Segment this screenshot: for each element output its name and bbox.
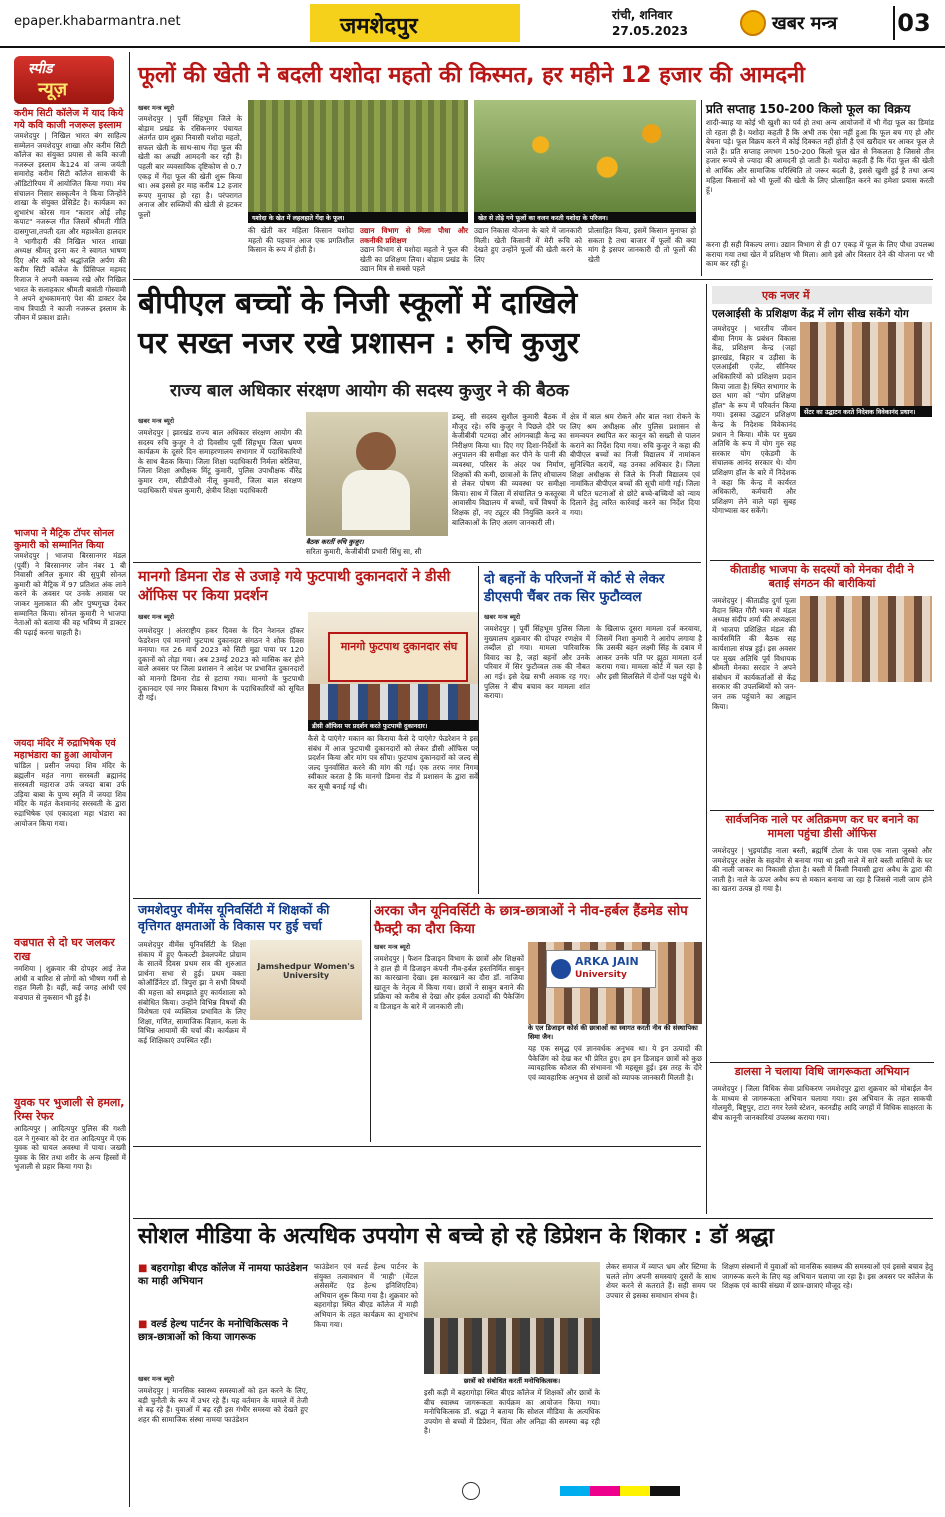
arka-headline: अरका जैन यूनिवर्सिटी के छात्र-छात्राओं ने नीव-हर्बल हैंडमेड सोप फैक्ट्री का दौरा किया	[374, 903, 688, 937]
lead-side-body: शादी-ब्याह या कोई भी खुशी का पर्व हो तथा अन्य आयोजनों में भी गेंदा फूल का डिमांड तो रहता ही है। यशोदा कहती हैं कि अभी तक ऐसा नहीं हुआ कि फूल बच गए हो और बेचना पड़े। फूल विक्रय करने में कोई दिक्कत नहीं होती है एवं खरीदार घर आकर फूल ले जाते हैं। प्रति सप्ताह लगभग 150-200 किलो फूल खेत से निकलता है जिससे तीन हजार रूपये से ज्यादा की आमदनी हो जाती है। यशोदा कहती हैं कि गेंदा फूल की खेती से आर्थिक और सामाजिक परिस्थिति तो जरूर बदली है, इससे खुशी हुई है तथा अन्य महिला किसानों को भी फूलों की खेती के लिए प्रोत्साहित करने का हमेशा प्रयास करती हूं।	[706, 118, 934, 195]
drain-encroachment-body: जमशेदपुर | भुइयांडीह नाला बस्ती, ब्रह्मर्षि टोला के पास एक नाला जुस्को और जमशेदपुर अक्षेस के सहयोग से बनाया गया था इसी नाले में सारे बस्ती वासियों के घर की नाली जाकर का निकासी होता है। बस्ती में किसी निवासी द्वारा अवैध के द्वारा की जाती है। नाले के ऊपर अवैध रूप से मकान बनाया जा रहा है जिससे नाली जाम होने का खतरा उत्पन्न हो गया है।	[712, 846, 932, 894]
jwu-headline: जमशेदपुर वीमेंस यूनिवर्सिटी में शिक्षकों की वृत्तिगत क्षमताओं के विकास पर हुई चर्चा	[138, 902, 330, 933]
speed-news-logo-bottom: न्यूज़	[38, 79, 68, 100]
lead-col2: की खेती कर महिला किसान यशोदा महतो की पहचान आज एक प्रगतिशील किसान के रूप में होती है।	[248, 226, 354, 255]
speed-news-logo-top: स्पीड	[28, 61, 53, 77]
masthead	[0, 0, 945, 48]
ruchi-headline-line1: बीपीएल बच्चों के निजी स्कूलों में दाखिले	[138, 286, 578, 321]
depression-bullet-2	[138, 1318, 308, 1344]
arka-byline: खबर मन्त्र ब्यूरो	[374, 943, 411, 951]
speed-news-item	[14, 936, 126, 1084]
meeting-photo	[306, 412, 448, 536]
arka-caption: के एल डिजाइन कोर्स की छात्राओं का स्वागत करती नीव की संस्थापिका सिमा जैन।	[528, 1024, 698, 1041]
arka-banner-title: ARKA JAIN	[575, 955, 639, 968]
depression-bullet-1	[138, 1262, 308, 1288]
speed-news-logo	[14, 56, 114, 104]
jwu-banner-text: Jamshedpur Women's University	[257, 962, 355, 980]
issue-date: 27.05.2023	[612, 24, 688, 38]
person-figure-icon	[356, 432, 396, 472]
depression-headline: सोशल मीडिया के अत्यधिक उपयोग से बच्चे हो रहे डिप्रेशन के शिकार : डॉ श्रद्धा	[138, 1224, 774, 1249]
speed-news-headline: भाजपा ने मैट्रिक टॉपर सोनल कुमारी को सम्मानित किया	[14, 528, 114, 551]
lead-photo2-caption: खेत से तोड़े गये फूलों का वजन करती यशोदा के परिजन।	[474, 212, 696, 223]
ruchi-col1: जमशेदपुर | झारखंड राज्य बाल अधिकार संरक्षण आयोग की सदस्य रुचि कुजुर ने दो दिवसीय पूर्वी सिंहभूम जिला भ्रमण कार्यक्रम के दूसरे दिन समाहरणालय सभागार में पदाधिकारियों के साथ बैठक किया। जिला शिक्षा पदाधिकारी निर्मला बरेलिया, जिला शिक्षा अधीक्षक मिंटू कुमारी, पुलिस उपाधीक्षक वीरेंद्र कुमार राम, सीडीपीओ नीलू कुमारी, जिला बाल संरक्षण पदाधिकारी चंचल कुमारी, क्षेत्रीय शिक्षा पदाधिकारी	[138, 428, 302, 495]
depression-col3: इसी कड़ी में बहरागोड़ा स्थित बीएड कॉलेज में शिक्षकों और छात्रों के बीच स्वास्थ्य जागरूकता कार्यक्रम का आयोजन किया गया। मनोचिकित्सक डॉ. श्रद्धा ने बताया कि सोशल मीडिया के अत्यधिक उपयोग से बच्चों में डिप्रेशन, चिंता और अनिद्रा की समस्या बढ़ रही है।	[424, 1388, 600, 1436]
ruchi-headline-line2: पर सख्त नजर रखे प्रशासन : रुचि कुजुर	[138, 326, 580, 361]
lic-yoga-headline: एलआईसी के प्रशिक्षण केंद्र में लोग सीख सकेंगे योग	[712, 308, 909, 320]
dalsa-body: जमशेदपुर | जिला विधिक सेवा प्राधिकरण जमशेदपुर द्वारा शुक्रवार को मोबाईल वैन के माध्यम से जागरूकता अभियान चलाया गया। इस अभियान के तहत साकची गोलमुरी, बिष्टुपुर, टाटा नगर रेलवे स्टेशन, करनडीह आदि जगहों में विधिक साक्षरता के बीच कानूनी जानकारियां उपलब्ध कराया गया।	[712, 1084, 932, 1122]
protest-caption: डीसी ऑफिस पर प्रदर्शन करते फुटपाथी दुकानदार।	[308, 720, 478, 731]
mango-byline: खबर मन्त्र ब्यूरो	[138, 613, 175, 621]
mango-headline: मानगो डिमना रोड से उजाड़े गये फुटपाथी दुकानदारों ने डीसी ऑफिस पर किया प्रदर्शन	[138, 569, 451, 604]
place-day: रांची, शनिवार	[612, 8, 673, 22]
lic-yoga-body-continued	[712, 418, 932, 560]
protesters-row	[308, 684, 478, 720]
speed-news-body: जमशेदपुर | निखिल भारत बंग साहित्य सम्मेलन जमशेदपुर शाखा और करीम सिटी कॉलेज का संयुक्त प्रयास से कवि काजी नजरूल इस्लाम के124 वां जन्म जयंती समारोह करीम सिटी कॉलेज साकची के ऑडिटोरियम में आयोजित किया गया। मंच संचालन निसार सस्कृत्यैन ने किया जिन्होंने शाखा के संयुक्त प्रेसिडेंट है। कार्यक्रम का शुभारंभ कोरस गान "कारार ओई लौह कपाट" नजरूल गीत जिसमें श्रीमती गीति दासगुप्ता,तपती दता और महाश्वेता हालदार ने भागीदारी की निखिल भारत शाखा अध्यक्ष श्रीमत् इरना कर ने स्वागत भाषण दिए और कवि को श्रद्धांजलि अर्पण की करीम सिटी कॉलेज के प्रिंसिपल महमद रिजाज ने अपनी वक्तव्य रखे और निखिल भारत के सलाहकार श्रीमती बासंती गोस्वामी ने अपने शुभकामनाएं पेश की डाक्टर देब नाथ त्रिपाठी ने काजी नजरूल इस्लाम के जीवन में प्रकाश डाले।	[14, 131, 126, 323]
sisters-col1: जमशेदपुर | पूर्वी सिंहभूम पुलिस जिला मुख्यालय शुक्रवार की दोपहर रणक्षेत्र में तब्दील हो गया। मामला पारिवारिक विवाद का है, जहां बहनों और उनके परिवार में सिर फुटौव्वल तक की नौबत आ गई। इसे देख सभी अवाक रह गए। पुलिस ने बीच बचाव कर मामला शांत कराया।	[484, 624, 590, 701]
divider	[133, 1218, 933, 1219]
protest-photo	[308, 612, 478, 720]
ruchi-col3: डब्लू. सी सदस्य सुशील कुमारी बैठक में मौजूद रहे। रुचि कुजुर ने पिछले दौरे पर केजीबीवी पटमदा और आंगनबाड़ी केन्द्र का निरीक्षण किया था। दिए गए दिशा-निर्देशों के अनुपालन की समीक्षा कर पीने के पानी की व्यवस्था, परिसर के अंदर पथ निर्माण, शिक्षकों की कमी, छात्राओं के लिए शौचालय से लेकर पोषण की व्यवस्था पर समीक्षा किया। साथ में जिला में संचालित 9 कस्तूरबा आवासीय विद्यालय में बच्चों, चर्चे विषयों के शिक्षक हों, नए ट्यूटर की नियुक्ति करने व बालिकाओं के लिए अलग जानकारी ली।	[452, 412, 566, 527]
lead-photo-caption: यशोदा के खेत में लहलहाते गेंदा के फूल।	[248, 212, 468, 223]
sisters-headline: दो बहनों के परिजनों में कोर्ट से लेकर डीएसपी चैंबर तक सिर फुटौव्वल	[484, 571, 665, 605]
protest-banner	[328, 632, 468, 682]
site-url[interactable]: epaper.khabarmantra.net	[14, 14, 181, 29]
protest-banner-text: मानगो फुटपाथ दुकानदार संघ	[340, 640, 458, 653]
bjp-menka-headline: कीताडीह भाजपा के सदस्यों को मेनका दीदी ने बताई संगठन की बारीकियां	[730, 563, 914, 590]
lic-yoga-photo	[800, 322, 932, 406]
mango-col2: कैसे दे पाएंगे? मकान का किराया कैसे दे पाएंगे? फेडरेशन ने इस संबंध में आज फुटपाथी दुकानदारों को लेकर डीसी ऑफिस पर प्रदर्शन किया और मांग पत्र सौंपा। फुटपाथ दुकानदारों को जल्द से जल्द पुनर्वासित करने की मांग की गई। एक तरफ नगर निगम स्वीकार करता है कि मानगो डिमना रोड में प्रशासन के द्वारा सर्वे कर सूची बनाई गई थी।	[308, 734, 478, 791]
ruchi-caption: बैठक करतीं रुचि कुजुर।	[306, 538, 364, 546]
color-strip-icon	[560, 1486, 680, 1496]
arka-banner	[546, 950, 656, 988]
speed-news-headline: वज्रपात से दो घर जलकर राख	[14, 936, 115, 963]
arka-body: जमशेदपुर | फैशन डिजाइन विभाग के छात्रों और शिक्षकों ने हाल ही में डिजाइन कंपनी नीव-हर्बल हस्तनिर्मित साबुन का कारखाना देखा। इस कारखाने का दौरा डॉ. नाजिया खातून के नेतृत्व में किया गया। छात्रों ने साबुन बनाने की प्रक्रिया को करीब से देखा और हर्बल उत्पादों की पैकेजिंग व डिजाइन के बारे में जानकारी ली।	[374, 954, 524, 1011]
jwu-body-continued	[138, 1026, 366, 1142]
person-body-icon	[342, 470, 410, 530]
depression-col4: लेकर समाज में व्याप्त भ्रम और स्टिग्मा के चलते लोग अपनी समस्याएं दूसरों के साथ शेयर करने से कतराते हैं। सही समय पर उपचार से इसका समाधान संभव है।	[606, 1262, 716, 1300]
lead-col2-head: उद्यान विभाग से मिला पौधा और तकनीकी प्रशिक्षण	[360, 226, 468, 245]
jwu-photo	[250, 940, 362, 1020]
brand-logo-icon	[740, 10, 766, 36]
divider	[710, 810, 934, 811]
ruchi-subhead: राज्य बाल अधिकार संरक्षण आयोग की सदस्य कुजुर ने की बैठक	[170, 381, 569, 401]
drain-encroachment-headline: सार्वजनिक नाले पर अतिक्रमण कर घर बनाने का मामला पहुंचा डीसी ऑफिस	[725, 813, 919, 840]
divider	[133, 1146, 701, 1147]
city-name: जमशेदपुर	[340, 14, 418, 39]
brand-name: खबर मन्त्र	[772, 13, 838, 34]
weighing-flowers-photo	[474, 100, 696, 212]
speed-news-item	[14, 738, 126, 921]
bjp-menka-body-continued	[712, 714, 932, 804]
depression-col2: फाउंडेशन एवं वर्ल्ड हेल्थ पार्टनर के संयुक्त तत्वावधान में 'माही' (मेंटल असेसमेंट एंड हेल्थ इनिशिएटिव) अभियान शुरू किया गया है। शुक्रवार को बहरागोड़ा स्थित बीएड कॉलेज में माही अभियान के तहत कार्यक्रम का शुभारंभ किया गया।	[314, 1262, 418, 1329]
mango-col1: जमशेदपुर | अंतराष्ट्रीय हकर दिवस के दिन नेशनल हॉकर फेडरेशन एवं मानगो फुटपाथ दुकानदार संगठन ने शोक दिवस मनाया। गत 26 मार्च 2023 को सिटी मुद्रा पाया पर 120 दुकानों को तोड़ा गया। अब 23मई 2023 को मासिक कर होने वाले अवसर पर जिला प्रशासन ने आदेश पर प्रभावित दुकानदारों को मानगो डिमना रोड से हटाया गया। मानगो के फुटपाथी दुकानदार एवं नगर विकास विभाग के पदाधिकारियों को सूचित दी गई।	[138, 626, 304, 703]
ek-nazar-tag	[712, 286, 932, 304]
sisters-col2: के खिलाफ दूसरा मामला दर्ज करवाया, जिसमें निशा कुमारी ने आरोप लगाया है कि उसकी बहन लक्ष्मी सिंह के दबाव में आकर उनके पति पर झूठा मामला दर्ज कराया गया। मामला कोर्ट में चल रहा है और इसी सिलसिले में दोनों पक्ष पहुंचे थे।	[596, 624, 702, 681]
bjp-meeting-photo	[800, 596, 932, 682]
arka-photo	[528, 942, 702, 1024]
seminar-photo	[424, 1262, 600, 1374]
lead-headline: फूलों की खेती ने बदली यशोदा महतो की किस्मत, हर महीने 12 हजार की आमदनी	[138, 63, 805, 88]
divider	[701, 100, 702, 276]
lead-col4: प्रोत्साहित किया, इसमें किसान मुनाफा हो सकता है तथा बाजार में फूलों की क्या मांग है इसपर जानकारी दी तो फूलों की खेती	[588, 226, 696, 264]
divider	[133, 898, 701, 899]
page-number: 03	[893, 6, 933, 40]
arka-col2: यह एक समृद्ध एवं ज्ञानवर्धक अनुभव था। ये इन उत्पादों की पैकेजिंग को देख कर भी प्रेरित हुए। हम इन डिजाइन छात्रों को कुछ व्यावहारिक कौशल की संभावना भी महसूस हुई। इस तरह के दौरे एवं व्यावहारिक अनुभव से छात्रों को व्यापक जानकारी मिलती है।	[528, 1044, 702, 1082]
ruchi-byline: खबर मन्त्र ब्यूरो	[138, 417, 175, 425]
marigold-field-photo	[248, 100, 468, 212]
divider	[129, 52, 130, 1507]
divider	[706, 284, 707, 1214]
arka-banner-sub: University	[575, 970, 627, 980]
arka-logo-icon	[551, 959, 571, 979]
lead-col3: उद्यान निकास योजना के बारे में जानकारी मिली। खेती किसानी में मेरी रूचि को देखते हुए उन्होंने फूलों की खेती करने के लिए	[474, 226, 582, 264]
depression-bullet-2-text: ■ वर्ल्ड हेल्थ पार्टनर के मनोचिकित्सक ने छात्र-छात्राओं को किया जागरूक	[138, 1318, 308, 1344]
depression-col5: शिक्षण संस्थानों में युवाओं को मानसिक स्वास्थ्य की समस्याओं एवं इससे बचाव हेतु जागरूक करने के लिए यह अभियान चलाया जा रहा है। इस अवसर पर कॉलेज के शिक्षक एवं काफी संख्या में छात्र-छात्राएं मौजूद रहे।	[722, 1262, 933, 1291]
lic-yoga-caption: सेंटर का उद्घाटन करते निदेशक विवेकानंद प्रधान।	[800, 406, 932, 417]
speed-news-item	[14, 108, 126, 521]
divider	[478, 566, 479, 894]
depression-col1: जमशेदपुर | मानसिक स्वास्थ्य समस्याओं को हल करने के लिए, बड़ी चुनौती के रूप में उभर रहे हैं। यह वर्तमान के मामले में तेजी से बढ़ रहे हैं। युवाओं में बढ़ रही इस गंभीर समस्या को देखते हुए शहर की सामाजिक संस्था नामया फाउंडेशन	[138, 1386, 308, 1424]
speed-news-body: चांडिल | प्रसीन जयदा शिव मंदिर के ब्रह्मलीन महंत नागा सरस्वती ब्रह्मानंद सरस्वती महाराज उर्फ जयदा बाबा उर्फ उड़िया बाबा के पुण्य स्मृति में जयदा शिव मंदिर के महंत केशवानंद सरस्वती के द्वारा रुद्राभिषेक एवं एकादशा महा भंडारा का आयोजन किया गया।	[14, 761, 126, 828]
depression-byline: खबर मन्त्र ब्यूरो	[138, 1375, 175, 1383]
ruchi-col2: सरिता कुमारी, केजीबीवी प्रभारी सिंधु सा, सी	[306, 547, 422, 556]
sisters-byline: खबर मन्त्र ब्यूरो	[484, 613, 521, 621]
lic-yoga-body: जमशेदपुर | भारतीय जीवन बीमा निगम के प्रबंधन विकास केंद्र, प्रशिक्षण केन्द्र (जहां झारखंड, बिहार व उड़ीसा के एलआईसी एजेंट, सीनियर अधिकारियों को प्रशिक्षण प्रदान किया जाता है) स्थित सभागार के छत भाग को "योग प्रशिक्षण हॉल" के रूप में परिवर्तन किया गया। इसका उद्घाटन प्रशिक्षण केन्द्र के निदेशक विवेकानंद प्रधान ने किया। मौके पर मुख्य अतिथि के रूप में योग गुरु सह सरकार योग एकेडमी के संचालक आनंद सरकार थे। योग प्रशिक्षण हॉल के बारे में निदेशक ने कहा कि केन्द्र में कार्यरत अधिकारी, कर्मचारी और प्रशिक्षण लेने वाले यहां सुबह योगाभ्यास कर सकेंगे।	[712, 324, 796, 516]
divider	[710, 1062, 934, 1063]
dalsa-headline: डालसा ने चलाया विधि जागरूकता अभियान	[734, 1065, 910, 1078]
divider	[133, 279, 933, 280]
speed-news-headline: करीम सिटी कॉलेज में याद किये गये कवि काजी नजरूल इस्लाम	[14, 108, 124, 131]
registration-mark-icon	[462, 1482, 480, 1500]
lead-col1: जमशेदपुर | पूर्वी सिंहभूम जिले के बोड़ाम प्रखंड के रसिकनगर पंचायत अंतर्गत ग्राम शुक्रा निवासी यशोदा महतो, सफल खेती के साथ-साथ गेंदा फूल की खेती का अच्छी आमदनी कर रही हैं। पहली बार व्यवसायिक दृष्टिकोण से 0.7 एकड़ में गेंदा फूल की खेती शुरू किया था। अब इससे हर माह करीब 12 हजार रूपए मुनाफा हो रहा है। परंपरागत अनाज और सब्जियों की खेती से हटकर फूलों	[138, 114, 242, 219]
speed-news-body: जमशेदपुर | भाजपा बिरसानगर मंडल (पूर्वी) ने बिरसानगर जोन नंबर 1 बी निवासी अनिल कुमार की सुपुत्री सोनल कुमारी को मैट्रिक में 97 प्रतिशत अंक लाने करने के अवसर पर उनके आवास पर जाकर मुलाकात की और पुष्पगुच्छ देकर सम्मानित किया। सोनल कुमारी ने भाजपा नेताओं को बताया की वह भविष्य में डाक्टर की पढ़ाई करना चाहती है।	[14, 551, 126, 637]
speed-news-item	[14, 1096, 126, 1484]
lead-col2b: उद्यान विभाग से यशोदा महतो ने फूल की खेती का प्रशिक्षण लिया। बोड़ाम प्रखंड के उद्यान मित्र से सबसे पहले	[360, 245, 468, 274]
lead-byline: खबर मन्त्र ब्यूरो	[138, 104, 175, 112]
ruchi-col4: क्षेत्र में बाल श्रम रोकने और बाल नशा रोकने के लिए श्रम अधीक्षक और पुलिस प्रशासन से समन्वयन स्थापित कर कानून को सख्ती से पालन कराने का निर्देश दिया गया। रुचि कुजुर ने कहा की बीपीएल बच्चों का निजी विद्यालय में नामांकन सुनिश्चित करायें, यह उनका अधिकार है। जिला शिक्षा अधीक्षक से जिले के निजी विद्यालय एवं नामांकित बीपीएल बच्चों की सूची मांगी गई। जिला में घटित घटनाओं से छोटे बच्चे-बच्चियों को न्याय दिलाने हेतु त्वरित कार्रवाई करने का निर्देश दिया गया।	[570, 412, 700, 517]
speed-news-item	[14, 528, 126, 731]
bjp-menka-body: जमशेदपुर | कीताडीह दुर्गा पूजा मैदान स्थित गौरी भवन में मंडल अध्यक्ष संदीप शर्मा की अध्यक्षता में भाजपा प्रशिक्षित मंडल की कार्यसमिति की बैठक सह कार्यशाला संपन्न हुई। इस अवसर पर मुख्य अतिथि पूर्व विधायक श्रीमती मेनका सरदार ने अपने संबोधन में कार्यकर्ताओं से केंद्र सरकार की उपलब्धियों को जन-जन तक पहुंचाने का आह्वान किया।	[712, 596, 796, 711]
depression-bullet-1-text: ■ बहरागोड़ा बीएड कॉलेज में नामया फाउंडेशन का माही अभियान	[138, 1262, 308, 1288]
divider	[133, 562, 701, 563]
speed-news-headline: युवक पर भुजाली से हमला, रिम्स रेफर	[14, 1096, 125, 1123]
lead-side-headline: प्रति सप्ताह 150-200 किलो फूल का विक्रय	[706, 102, 911, 116]
ek-nazar-label: एक नजर में	[762, 289, 810, 302]
seminar-caption: छात्रों को संबोधित करतीं मनोचिकित्सक।	[463, 1377, 561, 1385]
speed-news-body: आदित्यपुर | आदित्यपुर पुलिस की गश्ती दल ने गुरुवार को देर रात आदित्यपुर में एक युवक को घायल अवस्था में पाया। जख्मी युवक के सिर तथा शरीर के अन्य हिस्सों में भुजाली से प्रहार किया गया है।	[14, 1124, 126, 1172]
seminar-audience	[424, 1318, 600, 1374]
divider	[370, 900, 371, 1142]
jwu-body: जमशेदपुर वीमेंस यूनिवर्सिटी के शिक्षा संकाय में हुए फैकल्टी डेवलपमेंट प्रोग्राम के सातवें दिवस प्रथम सत्र की शुरुआत प्रार्थना सभा से हुई। प्रथम वक्ता कोऑर्डिनेटर डॉ. त्रिपुरा झा ने सभी विषयों की महत्ता को समझाते हुए कार्यशाला को संबोधित किया। उन्होंने विभिन्न विषयों की विशेषता एवं व्यक्तित्व प्रभावित के लिए शिक्षा, गणित, सामाजिक विज्ञान, कला के विभिन्न आयामों की चर्चा की। कार्यक्रम में कई शिक्षिकाएं उपस्थित रहीं।	[138, 940, 246, 1045]
lead-side-bottom: करना ही सही विकल्प लगा। उद्यान विभाग से ही 07 एकड़ में फूल के लिए पौधा उपलब्ध कराया गया तथा खेत में प्रशिक्षण भी मिला। आगे इसे और विस्तार देने की योजना पर भी काम कर रही हूं।	[706, 240, 934, 269]
speed-news-headline: जयदा मंदिर में रुद्राभिषेक एवं महाभंडारा का हुआ आयोजन	[14, 738, 116, 761]
speed-news-body: नमशिया | शुक्रवार की दोपहर आई तेज आंधी व बारिश से लोगों को भीषण गर्मी से राहत मिली है। वहीं, कई जगह आंधी एवं वज्रपात से नुकसान भी हुई है।	[14, 964, 126, 1002]
divider	[710, 560, 934, 561]
